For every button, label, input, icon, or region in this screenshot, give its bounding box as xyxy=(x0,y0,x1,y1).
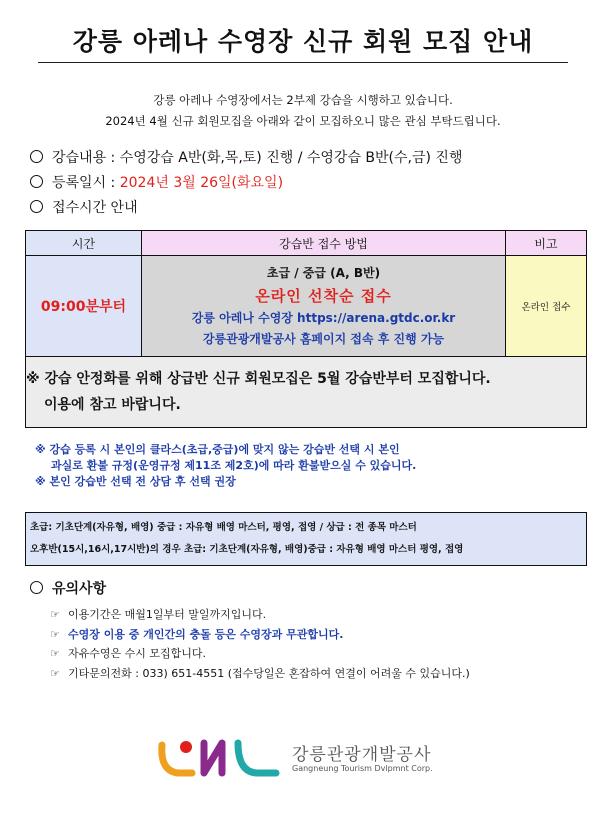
notice-line-2: 이용에 참고 바랍니다. xyxy=(44,397,181,413)
warning-line-2: 과실로 환불 규정(운영규정 제11조 제2호)에 따라 환불받으실 수 있습니다. xyxy=(51,459,417,472)
caution-list xyxy=(50,605,470,683)
content-text: 강습내용 : 수영강습 A반(화,목,토) 진행 / 수영강습 B반(수,금) 진행 xyxy=(52,150,463,166)
note-cell: 온라인 접수 xyxy=(506,256,587,357)
notice-line-1: ※ 강습 안정화를 위해 상급반 신규 회원모집은 5월 강습반부터 모집합니다. xyxy=(26,371,491,387)
reception-table xyxy=(25,230,587,428)
notice-cell xyxy=(26,357,587,428)
pointing-hand-icon: ☞ xyxy=(50,627,60,641)
header-time: 시간 xyxy=(26,231,142,256)
warning-line-1: ※ 강습 등록 시 본인의 클라스(초급,중급)에 맞지 않는 강습반 선택 시 본인 xyxy=(35,443,400,456)
bullet-content xyxy=(30,146,462,171)
levels-line-2: 오후반(15시,16시,17시반)의 경우 초급: 기초단계(자유형, 배영)중급 : 자유형 배영 마스터 평영, 접영 xyxy=(30,544,464,555)
registration-label: 등록일시 : xyxy=(52,175,120,191)
method-cell xyxy=(142,256,506,357)
caution-item-2: 수영장 이용 중 개인간의 충돌 등은 수영장과 무관합니다. xyxy=(68,627,344,641)
logo-text-korean: 강릉관광개발공사 xyxy=(292,745,432,765)
method-homepage: 강릉관광개발공사 홈페이지 접속 후 진행 가능 xyxy=(202,332,445,346)
table-row xyxy=(26,256,587,357)
warning-text xyxy=(35,442,416,490)
header-note: 비고 xyxy=(506,231,587,256)
pointing-hand-icon: ☞ xyxy=(50,647,60,660)
list-item xyxy=(50,625,470,645)
caution-item-1: 이용기간은 매월1일부터 말일까지입니다. xyxy=(68,608,267,621)
level-description-box xyxy=(25,512,587,566)
reception-text: 접수시간 안내 xyxy=(52,200,138,216)
caution-title: 유의사항 xyxy=(52,581,107,597)
caution-item-3: 자유수영은 수시 모집합니다. xyxy=(68,647,207,660)
method-level: 초급 / 중급 (A, B반) xyxy=(266,266,381,280)
info-bullets xyxy=(30,146,462,221)
pointing-hand-icon: ☞ xyxy=(50,608,60,621)
list-item xyxy=(50,605,470,625)
list-item xyxy=(50,644,470,664)
pointing-hand-icon: ☞ xyxy=(50,666,60,680)
method-online: 온라인 선착순 접수 xyxy=(255,287,392,305)
bullet-registration xyxy=(30,171,462,196)
caution-item-4: 기타문의전화 : 033) 651-4551 (접수당일은 혼잡하여 연결이 어려울 수 있습니다.) xyxy=(68,666,470,680)
logo-text-english: Gangneung Tourism Dvlpmnt Corp. xyxy=(292,764,433,773)
circle-bullet-icon xyxy=(30,581,43,594)
title-divider xyxy=(38,62,568,63)
circle-bullet-icon xyxy=(30,150,43,163)
page-title: 강릉 아레나 수영장 신규 회원 모집 안내 xyxy=(72,27,534,56)
levels-line-1: 초급: 기초단계(자유형, 배영) 중급 : 자유형 배영 마스터, 평영, 접영 / 상급 : 전 종목 마스터 xyxy=(30,522,417,533)
table-header-row xyxy=(26,231,587,256)
intro-line-2: 2024년 4월 신규 회원모집을 아래와 같이 모집하오니 많은 관심 부탁드립니다. xyxy=(105,114,501,128)
intro-line-1: 강릉 아레나 수영장에서는 2부제 강습을 시행하고 있습니다. xyxy=(153,93,453,107)
registration-date: 2024년 3월 26일(화요일) xyxy=(119,175,284,191)
header-method: 강습반 접수 방법 xyxy=(142,231,506,256)
time-cell: 09:00분부터 xyxy=(26,256,142,357)
caution-heading xyxy=(30,578,106,598)
warning-line-3: ※ 본인 강습반 선택 전 상담 후 선택 권장 xyxy=(35,475,236,488)
intro-text xyxy=(0,90,606,132)
circle-bullet-icon xyxy=(30,200,43,213)
notice-row xyxy=(26,357,587,428)
bullet-reception xyxy=(30,196,462,221)
list-item xyxy=(50,664,470,684)
circle-bullet-icon xyxy=(30,175,43,188)
method-url[interactable]: 강릉 아레나 수영장 https://arena.gtdc.or.kr xyxy=(191,311,456,325)
